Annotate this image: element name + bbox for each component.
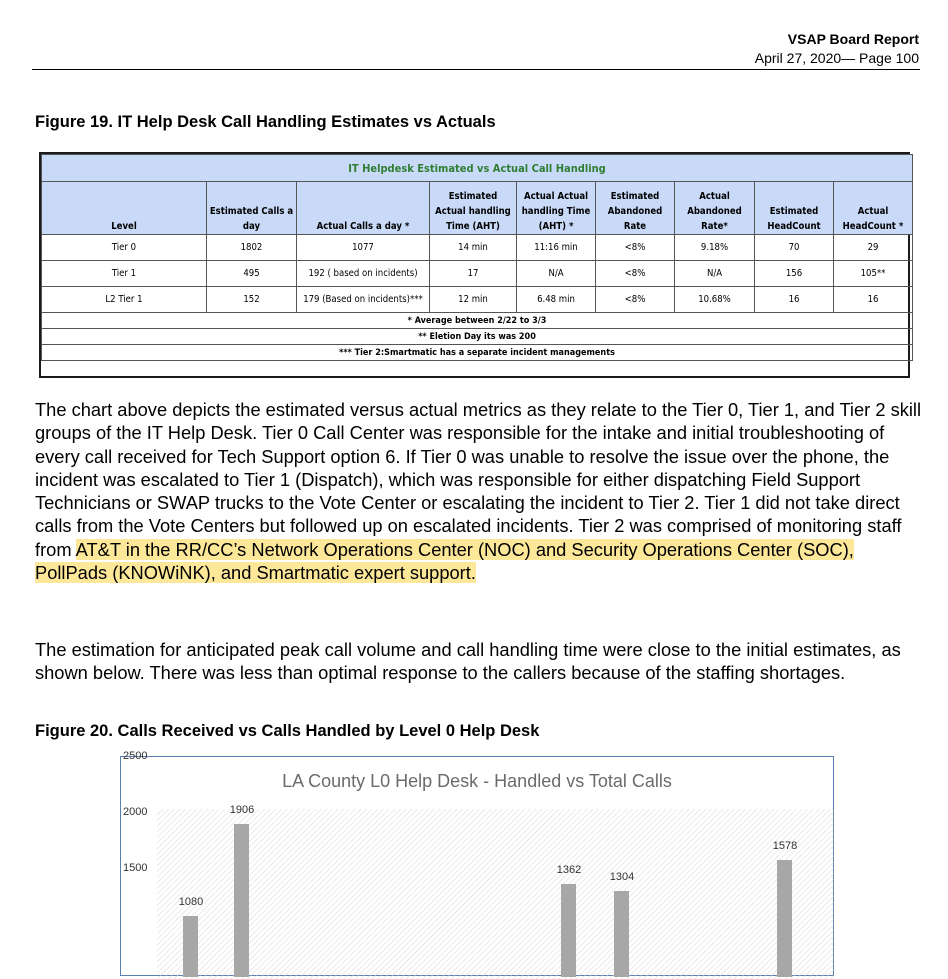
- table-cell: 179 (Based on incidents)***: [297, 287, 430, 313]
- table-note: *** Tier 2:Smartmatic has a separate incident managements: [42, 345, 913, 361]
- table-note: * Average between 2/22 to 3/3: [42, 313, 913, 329]
- chart-bar: [614, 891, 629, 977]
- table-cell: 1077: [297, 235, 430, 261]
- col-header: Actual HeadCount *: [834, 182, 913, 235]
- y-tick-label: 2500: [123, 750, 148, 762]
- report-date-page: April 27, 2020— Page 100: [754, 50, 919, 66]
- table-cell: 156: [755, 261, 834, 287]
- col-header: Estimated Abandoned Rate: [596, 182, 675, 235]
- figure-19-caption: Figure 19. IT Help Desk Call Handling Estimates vs Actuals: [35, 113, 496, 131]
- bar-data-label: 1080: [178, 896, 204, 909]
- bar-data-label: 1362: [556, 864, 582, 877]
- table-cell: Tier 0: [42, 235, 207, 261]
- table-row: [42, 261, 913, 287]
- header-rule: [32, 69, 920, 70]
- table-cell: 14 min: [430, 235, 517, 261]
- table-cell: Tier 1: [42, 261, 207, 287]
- report-title: VSAP Board Report: [787, 31, 919, 47]
- bar-data-label: 1906: [229, 803, 255, 816]
- table-cell: 192 ( based on incidents): [297, 261, 430, 287]
- calls-chart: [120, 750, 834, 976]
- table-cell: L2 Tier 1: [42, 287, 207, 313]
- table-cell: 70: [755, 235, 834, 261]
- body-paragraph-2: The estimation for anticipated peak call volume and call handling time were close to the initial estimates, as shown below. There was less than optimal response to the callers because of the staffing shortages.: [35, 639, 901, 684]
- table-cell: 105**: [834, 261, 913, 287]
- highlighted-text: AT&T in the RR/CC’s Network Operations Center (NOC) and Security Operations Center (SOC), PollPads (KNOWiNK), and Smartmatic expert support.: [35, 538, 854, 584]
- table-row: [42, 287, 913, 313]
- y-tick-label: 1500: [123, 862, 148, 874]
- body-paragraph-1: [35, 398, 925, 584]
- table-cell: 6.48 min: [517, 287, 596, 313]
- table-cell: 9.18%: [675, 235, 755, 261]
- table-cell: 16: [834, 287, 913, 313]
- col-header: Actual Actual handling Time (AHT) *: [517, 182, 596, 235]
- table-cell: <8%: [596, 287, 675, 313]
- col-header: Estimated HeadCount: [755, 182, 834, 235]
- paragraph-text: The chart above depicts the estimated versus actual metrics as they relate to the Tier 0, Tier 1, and Tier 2 skill groups of the IT Help Desk. Tier 0 Call Center was responsible for the intake and initial troubleshooting of every call received for Tech Support option 6. If Tier 0 was unable to resolve the issue over the phone, the incident was escalated to Tier 1 (Dispatch), which was responsible for either dispatching Field Support Technicians or SWAP trucks to the Vote Center or escalating the incident to Tier 2. Tier 1 did not take direct calls from the Vote Centers but followed up on escalated incidents. Tier 2 was comprised of monitoring staff from: [35, 399, 922, 560]
- bar-data-label: 1304: [609, 870, 635, 883]
- table-title: IT Helpdesk Estimated vs Actual Call Handling: [42, 155, 913, 182]
- table-cell: 495: [207, 261, 297, 287]
- bar-data-label: 1578: [772, 840, 798, 853]
- call-handling-table: [39, 152, 910, 378]
- table-cell: <8%: [596, 261, 675, 287]
- table-cell: 1802: [207, 235, 297, 261]
- figure-20-caption: Figure 20. Calls Received vs Calls Handled by Level 0 Help Desk: [35, 722, 540, 740]
- table-cell: 10.68%: [675, 287, 755, 313]
- chart-bar: [561, 884, 576, 977]
- col-header: Actual Abandoned Rate*: [675, 182, 755, 235]
- col-header: Estimated Calls a day: [207, 182, 297, 235]
- table-cell: <8%: [596, 235, 675, 261]
- table-row: [42, 235, 913, 261]
- col-header: Actual Calls a day *: [297, 182, 430, 235]
- y-tick-label: 2000: [123, 806, 148, 818]
- table-cell: 11:16 min: [517, 235, 596, 261]
- table-cell: 29: [834, 235, 913, 261]
- table-cell: 17: [430, 261, 517, 287]
- chart-bar: [234, 824, 249, 977]
- table-cell: N/A: [675, 261, 755, 287]
- col-header: Level: [42, 182, 207, 235]
- table-header-row: [42, 182, 913, 235]
- table-cell: 12 min: [430, 287, 517, 313]
- chart-bar: [183, 916, 198, 977]
- chart-title: LA County L0 Help Desk - Handled vs Total Calls: [282, 771, 672, 791]
- table-note: ** Eletion Day its was 200: [42, 329, 913, 345]
- chart-bar: [777, 860, 792, 977]
- table-cell: N/A: [517, 261, 596, 287]
- col-header: Estimated Actual handling Time (AHT): [430, 182, 517, 235]
- table-cell: 152: [207, 287, 297, 313]
- table-cell: 16: [755, 287, 834, 313]
- chart-plot-area: [157, 809, 834, 979]
